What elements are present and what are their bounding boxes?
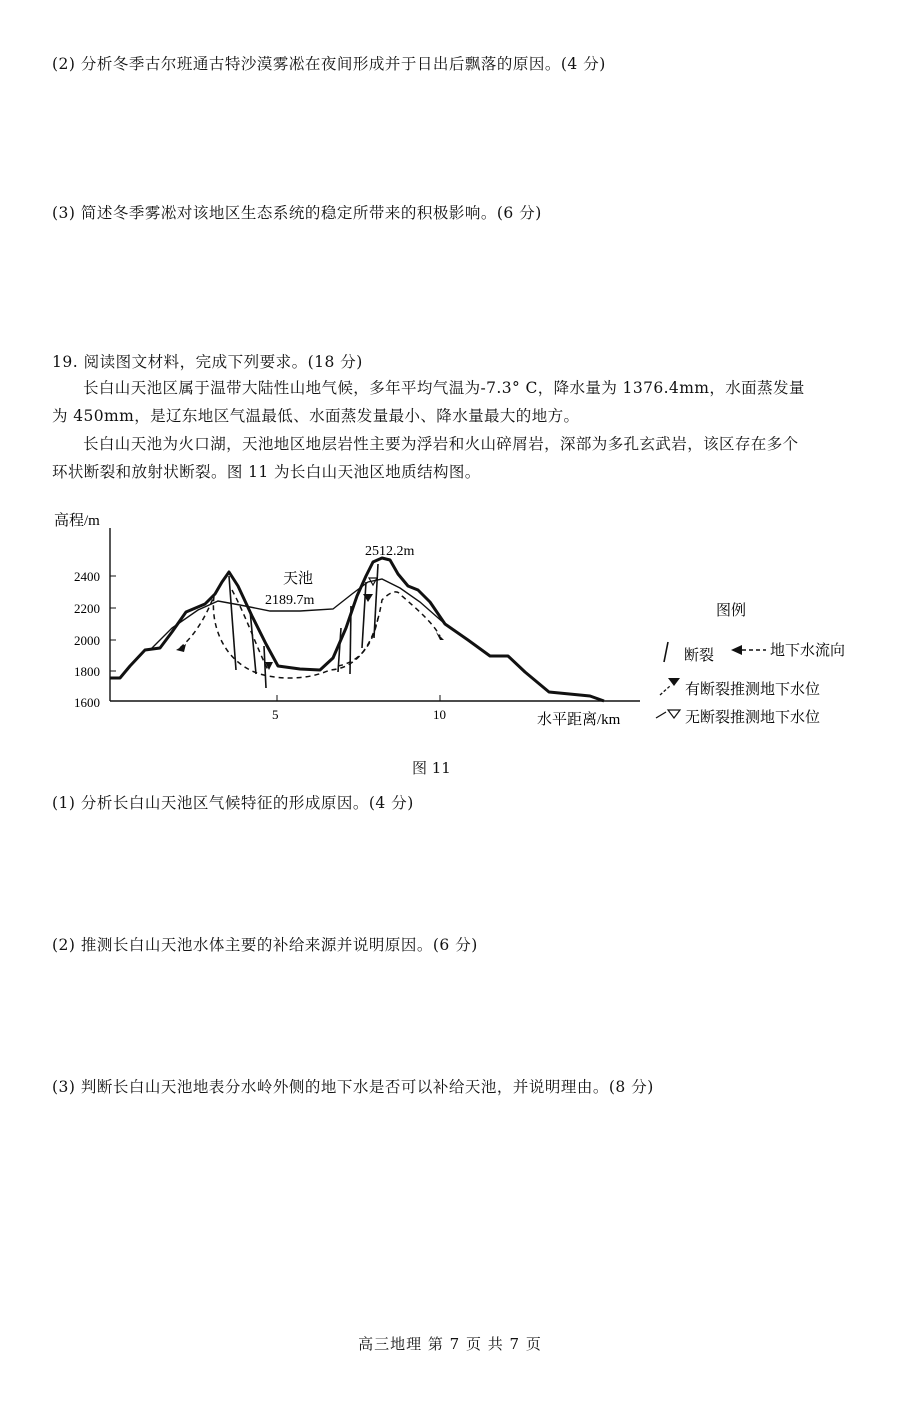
legend-with-fault-icon [668,678,680,686]
y-tick-1800: 1800 [74,664,100,679]
q18-part3: (3) 简述冬季雾凇对该地区生态系统的稳定所带来的积极影响。(6 分) [52,204,542,222]
terrain-profile [110,558,604,701]
y-tick-2200: 2200 [74,601,100,616]
legend-flow: 地下水流向 [770,643,846,659]
legend-without-fault-icon [668,710,680,718]
peak-elevation: 2512.2m [365,544,415,559]
y-tick-2000: 2000 [74,633,100,648]
fault-6 [362,582,366,648]
y-tick-1600: 1600 [74,695,100,710]
page-footer: 高三地理 第 7 页 共 7 页 [358,1335,542,1353]
legend-fault-icon [664,642,668,662]
q19-para1: 长白山天池区属于温带大陆性山地气候，多年平均气温为-7.3° C，降水量为 1376.4mm，水面蒸发量为 450mm，是辽东地区气温最低、水面蒸发量最小、降水量最大的地方。 [52,379,805,425]
legend-without-fault: 无断裂推测地下水位 [685,710,821,726]
fault-3 [264,646,266,688]
legend-with-fault: 有断裂推测地下水位 [685,682,821,698]
x-axis-label: 水平距离/km [537,712,621,728]
water-table-no-fault [150,579,445,650]
q19-part2: (2) 推测长白山天池水体主要的补给来源并说明原因。(6 分) [52,936,478,954]
lake-name: 天池 [283,571,314,587]
figure-11 [0,498,900,748]
figure-caption: 图 11 [412,759,451,777]
flow-arrow [176,644,186,652]
y-tick-2400: 2400 [74,569,100,584]
lake-elevation: 2189.7m [265,593,315,608]
legend-fault: 断裂 [684,648,715,664]
x-tick-5: 5 [272,707,279,722]
y-axis-label: 高程/m [54,513,100,529]
x-tick-10: 10 [433,707,446,722]
legend-flow-icon [731,645,742,655]
q19-part3: (3) 判断长白山天池地表分水岭外侧的地下水是否可以补给天池，并说明理由。(8 分) [52,1078,654,1096]
flow-arrow [436,632,444,640]
q19-heading: 19. 阅读图文材料，完成下列要求。(18 分) [52,353,363,371]
q19-part1: (1) 分析长白山天池区气候特征的形成原因。(4 分) [52,794,414,812]
q18-part2: (2) 分析冬季古尔班通古特沙漠雾凇在夜间形成并于日出后飘落的原因。(4 分) [52,55,606,73]
q19-material [52,374,812,486]
q19-para2: 长白山天池为火口湖，天池地区地层岩性主要为浮岩和火山碎屑岩，深部为多孔玄武岩，该区存在多个环状断裂和放射状断裂。图 11 为长白山天池区地质结构图。 [52,435,799,481]
legend-title: 图例 [716,603,747,619]
fault-5 [350,606,351,674]
